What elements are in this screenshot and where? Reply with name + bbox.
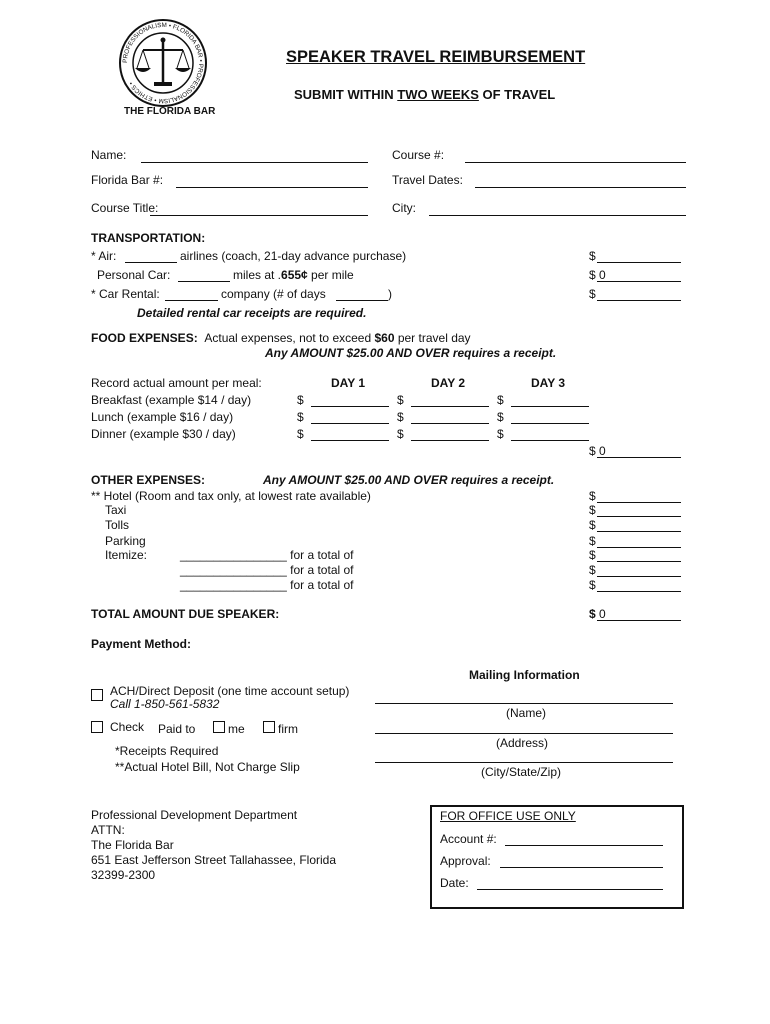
office-account-field[interactable] <box>505 845 663 846</box>
food-receipt-note: Any AMOUNT $25.00 AND OVER requires a receipt. <box>265 346 557 360</box>
car-rental-amount[interactable]: $ <box>589 287 681 301</box>
bar-number-field[interactable] <box>176 187 368 188</box>
car-rental-close: ) <box>388 287 392 301</box>
dinner-day1-amount[interactable]: $ <box>297 427 389 441</box>
food-total-amount[interactable]: $ 0 <box>589 444 681 458</box>
other-receipt-note: Any AMOUNT $25.00 AND OVER requires a receipt. <box>263 473 555 487</box>
paid-to-me-label: me <box>228 722 245 736</box>
dinner-label: Dinner (example $30 / day) <box>91 427 236 441</box>
breakfast-day3-amount[interactable]: $ <box>497 393 589 407</box>
return-org: The Florida Bar <box>91 838 174 852</box>
itemize-row-1[interactable]: ________________ for a total of <box>180 548 354 562</box>
check-checkbox[interactable] <box>91 721 103 733</box>
taxi-label: Taxi <box>105 503 127 517</box>
air-description: airlines (coach, 21-day advance purchase) <box>180 249 407 263</box>
check-label: Check <box>110 720 145 734</box>
mailing-name-caption: (Name) <box>506 706 547 720</box>
course-title-label: Course Title: <box>91 201 159 215</box>
return-street: 651 East Jefferson Street Tallahassee, Florida <box>91 853 337 867</box>
car-rental-days-field[interactable] <box>336 300 388 301</box>
rental-receipt-note: Detailed rental car receipts are required. <box>137 306 367 320</box>
page-title: SPEAKER TRAVEL REIMBURSEMENT <box>286 48 586 66</box>
name-field[interactable] <box>141 162 368 163</box>
dinner-day3-amount[interactable]: $ <box>497 427 589 441</box>
food-heading-row: FOOD EXPENSES: Actual expenses, not to exceed $60 per travel day <box>91 331 471 345</box>
tolls-amount[interactable]: $ <box>589 518 681 532</box>
return-zip: 32399-2300 <box>91 868 156 882</box>
dinner-day2-amount[interactable]: $ <box>397 427 489 441</box>
course-number-field[interactable] <box>465 162 686 163</box>
return-dept: Professional Development Department <box>91 808 298 822</box>
hotel-label: ** Hotel (Room and tax only, at lowest rate available) <box>91 489 371 503</box>
car-rental-days-label: company (# of days <box>221 287 326 301</box>
air-label: * Air: <box>91 249 117 263</box>
travel-dates-label: Travel Dates: <box>392 173 463 187</box>
transportation-heading: TRANSPORTATION: <box>91 231 206 245</box>
lunch-label: Lunch (example $16 / day) <box>91 410 234 424</box>
taxi-amount[interactable]: $ <box>589 503 681 517</box>
bar-number-label: Florida Bar #: <box>91 173 164 187</box>
car-rental-company-field[interactable] <box>165 300 218 301</box>
personal-car-miles-field[interactable] <box>178 281 230 282</box>
office-date-field[interactable] <box>477 889 663 890</box>
name-label: Name: <box>91 148 127 162</box>
ach-label: ACH/Direct Deposit (one time account setup) <box>110 684 350 698</box>
air-airlines-field[interactable] <box>125 262 177 263</box>
total-due-amount[interactable]: $ 0 <box>589 607 681 621</box>
ach-checkbox[interactable] <box>91 689 103 701</box>
receipts-required-note: *Receipts Required <box>115 744 219 758</box>
itemize-amount-2[interactable]: $ <box>589 563 681 577</box>
car-rental-label: * Car Rental: <box>91 287 160 301</box>
itemize-row-2[interactable]: ________________ for a total of <box>180 563 354 577</box>
paid-to-label: Paid to <box>158 722 196 736</box>
lunch-day3-amount[interactable]: $ <box>497 410 589 424</box>
personal-car-amount[interactable]: $ 0 <box>589 268 681 282</box>
office-date-label: Date: <box>440 876 469 890</box>
logo-ring-text: PROFESSIONALISM • FLORIDA BAR • PROFESSIONALISM • ETHICS • <box>121 21 205 105</box>
record-per-meal-label: Record actual amount per meal: <box>91 376 262 390</box>
breakfast-day2-amount[interactable]: $ <box>397 393 489 407</box>
mailing-name-field[interactable] <box>375 703 673 704</box>
other-expenses-heading: OTHER EXPENSES: <box>91 473 206 487</box>
office-use-title: FOR OFFICE USE ONLY <box>440 809 576 823</box>
day1-header: DAY 1 <box>331 376 366 390</box>
air-amount[interactable]: $ <box>589 249 681 263</box>
breakfast-day1-amount[interactable]: $ <box>297 393 389 407</box>
office-approval-label: Approval: <box>440 854 491 868</box>
florida-bar-logo <box>108 18 218 122</box>
itemize-amount-1[interactable]: $ <box>589 548 681 562</box>
mailing-city-state-zip-field[interactable] <box>375 762 673 763</box>
personal-car-rate: miles at .655¢ per mile <box>233 268 354 282</box>
return-attn: ATTN: <box>91 823 125 837</box>
page-subtitle: SUBMIT WITHIN TWO WEEKS OF TRAVEL <box>294 87 556 102</box>
day3-header: DAY 3 <box>531 376 566 390</box>
mailing-info-heading: Mailing Information <box>469 668 580 682</box>
hotel-amount[interactable]: $ <box>589 489 681 503</box>
scales-of-justice-icon <box>108 18 218 108</box>
paid-to-firm-checkbox[interactable] <box>263 721 275 733</box>
lunch-day1-amount[interactable]: $ <box>297 410 389 424</box>
city-label: City: <box>392 201 416 215</box>
mailing-city-state-zip-caption: (City/State/Zip) <box>481 765 562 779</box>
travel-dates-field[interactable] <box>475 187 686 188</box>
office-approval-field[interactable] <box>500 867 663 868</box>
hotel-bill-note: **Actual Hotel Bill, Not Charge Slip <box>115 760 300 774</box>
lunch-day2-amount[interactable]: $ <box>397 410 489 424</box>
personal-car-label: Personal Car: <box>97 268 171 282</box>
course-number-label: Course #: <box>392 148 445 162</box>
itemize-amount-3[interactable]: $ <box>589 578 681 592</box>
ach-phone: Call 1-850-561-5832 <box>110 697 220 711</box>
parking-label: Parking <box>105 534 146 548</box>
tolls-label: Tolls <box>105 518 130 532</box>
breakfast-label: Breakfast (example $14 / day) <box>91 393 252 407</box>
mailing-address-caption: (Address) <box>496 736 549 750</box>
itemize-label: Itemize: <box>105 548 148 562</box>
paid-to-firm-label: firm <box>278 722 298 736</box>
mailing-address-field[interactable] <box>375 733 673 734</box>
itemize-row-3[interactable]: ________________ for a total of <box>180 578 354 592</box>
parking-amount[interactable]: $ <box>589 534 681 548</box>
total-due-label: TOTAL AMOUNT DUE SPEAKER: <box>91 607 280 621</box>
payment-method-heading: Payment Method: <box>91 637 192 651</box>
paid-to-me-checkbox[interactable] <box>213 721 225 733</box>
day2-header: DAY 2 <box>431 376 466 390</box>
office-use-box <box>430 805 684 909</box>
logo-caption: THE FLORIDA BAR <box>124 106 216 117</box>
course-title-field[interactable] <box>150 215 368 216</box>
city-field[interactable] <box>429 215 686 216</box>
office-account-label: Account #: <box>440 832 497 846</box>
